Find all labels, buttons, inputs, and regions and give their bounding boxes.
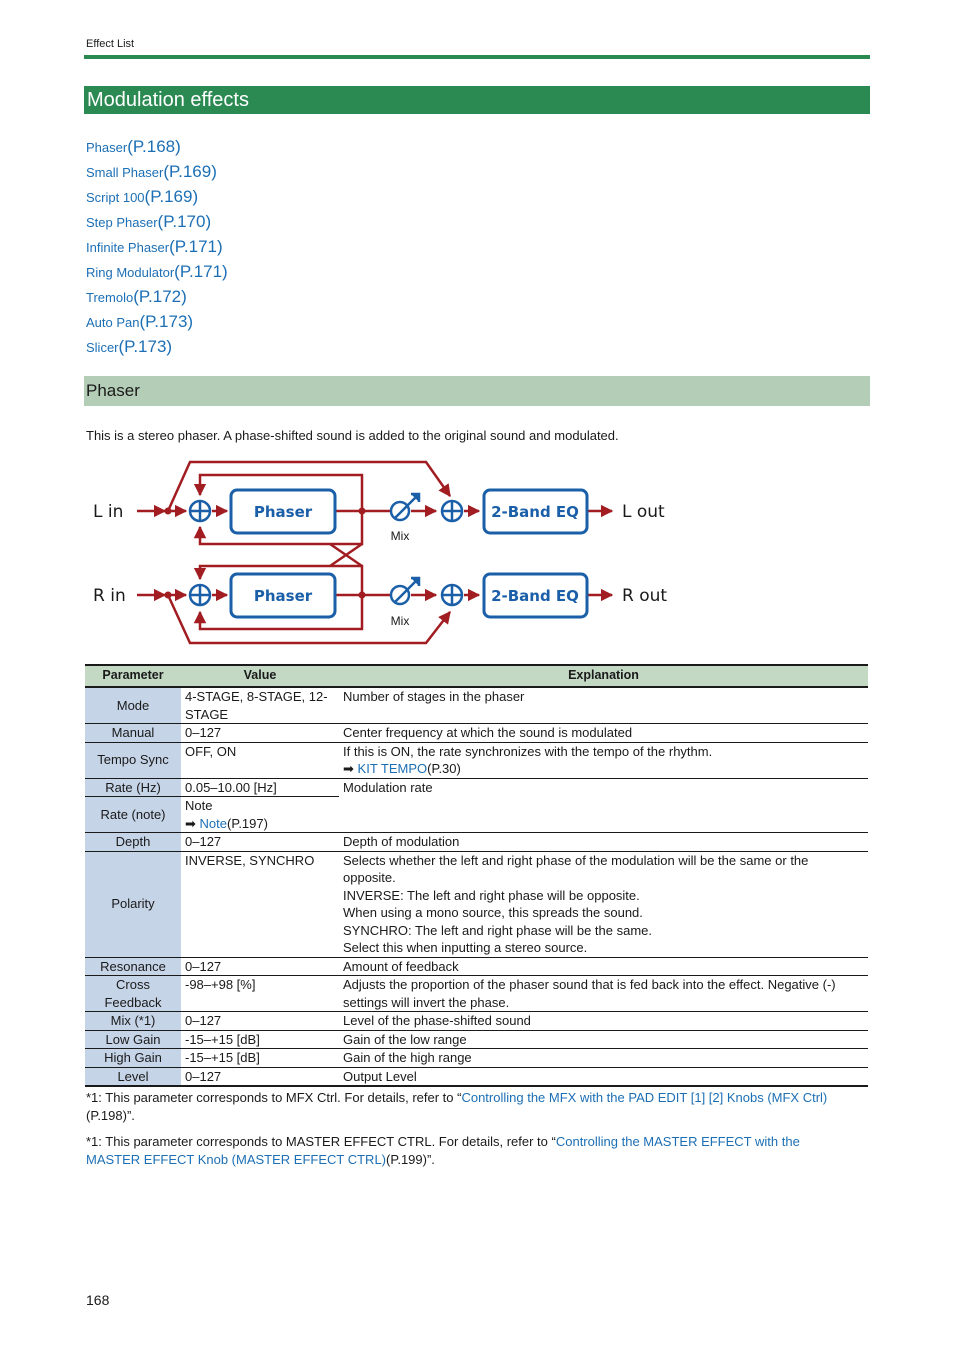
footnote-master-effect bbox=[86, 1133, 856, 1168]
note-link[interactable]: Note bbox=[199, 815, 227, 831]
link-label[interactable]: Tremolo bbox=[86, 290, 134, 305]
explanation-line: SYNCHRO: The left and right phase will be the same. bbox=[343, 922, 653, 938]
param-explanation: Center frequency at which the sound is modulated bbox=[339, 724, 868, 743]
link-label[interactable]: Slicer bbox=[86, 340, 119, 355]
param-name: Resonance bbox=[85, 957, 181, 976]
parameter-table bbox=[85, 664, 868, 1087]
link-page[interactable]: (P.173) bbox=[139, 312, 194, 331]
junction-dot bbox=[359, 508, 366, 515]
link-page: (P.30) bbox=[427, 761, 461, 776]
link-label[interactable]: Auto Pan bbox=[86, 315, 140, 330]
explanation-line: Select this when inputting a stereo source. bbox=[343, 940, 588, 955]
page-number: 168 bbox=[86, 1292, 110, 1308]
table-row bbox=[85, 1030, 868, 1049]
param-name: Manual bbox=[85, 724, 181, 743]
link-label[interactable]: Infinite Phaser bbox=[86, 240, 170, 255]
explanation-line: When using a mono source, this spreads the sound. bbox=[343, 905, 643, 920]
footnote-mfx bbox=[86, 1089, 856, 1124]
value-text: Note bbox=[185, 798, 213, 813]
table-row bbox=[85, 778, 868, 797]
param-name: Level bbox=[85, 1067, 181, 1086]
param-explanation bbox=[339, 851, 868, 957]
footnote-suffix: (P.199)”. bbox=[386, 1151, 435, 1167]
param-name: Depth bbox=[85, 833, 181, 852]
table-header-row bbox=[85, 665, 868, 687]
link-page[interactable]: (P.169) bbox=[144, 187, 199, 206]
link-label[interactable]: Ring Modulator bbox=[86, 265, 175, 280]
table-row bbox=[85, 1067, 868, 1086]
table-row bbox=[85, 957, 868, 976]
link-label[interactable]: Small Phaser bbox=[86, 165, 164, 180]
param-name: Mode bbox=[85, 687, 181, 724]
param-explanation: Amount of feedback bbox=[339, 957, 868, 976]
mix-knob-icon bbox=[391, 578, 419, 604]
table-row bbox=[85, 851, 868, 957]
link-label[interactable]: Script 100 bbox=[86, 190, 145, 205]
param-value: -98–+98 [%] bbox=[181, 976, 339, 1012]
table-row bbox=[85, 687, 868, 724]
effect-link-list bbox=[86, 134, 228, 359]
param-explanation: Level of the phase-shifted sound bbox=[339, 1012, 868, 1031]
param-value: 4-STAGE, 8-STAGE, 12-STAGE bbox=[181, 687, 339, 724]
link-item[interactable] bbox=[86, 209, 228, 234]
link-item[interactable] bbox=[86, 234, 228, 259]
link-item[interactable] bbox=[86, 159, 228, 184]
table-row bbox=[85, 833, 868, 852]
cross-reference bbox=[185, 815, 335, 833]
param-value: 0–127 bbox=[181, 724, 339, 743]
footnote-text: *1: This parameter corresponds to MASTER EFFECT CTRL. For details, refer to “ bbox=[86, 1134, 556, 1149]
param-value: INVERSE, SYNCHRO bbox=[181, 851, 339, 957]
header-value: Value bbox=[181, 665, 339, 687]
link-item[interactable] bbox=[86, 134, 228, 159]
master-effect-ctrl-link[interactable]: Controlling the MASTER EFFECT with the MASTER EFFECT Knob (MASTER EFFECT CTRL) bbox=[86, 1134, 800, 1167]
r-out-label: R out bbox=[622, 586, 668, 606]
section-title: Modulation effects bbox=[84, 86, 870, 114]
param-name: Rate (note) bbox=[85, 797, 181, 833]
param-explanation: Gain of the low range bbox=[339, 1030, 868, 1049]
phaser-block-label: Phaser bbox=[253, 503, 313, 521]
mix-label: Mix bbox=[390, 529, 410, 543]
signal-flow-diagram bbox=[86, 455, 686, 650]
param-value: OFF, ON bbox=[181, 742, 339, 778]
param-explanation: Adjusts the proportion of the phaser sound that is fed back into the effect. Negative (-) settings will invert the phase. bbox=[339, 976, 868, 1012]
link-label[interactable]: Phaser bbox=[86, 140, 128, 155]
param-name: Low Gain bbox=[85, 1030, 181, 1049]
link-page[interactable]: (P.170) bbox=[157, 212, 212, 231]
param-name: Polarity bbox=[85, 851, 181, 957]
param-explanation: Modulation rate bbox=[339, 778, 868, 833]
explanation-line: INVERSE: The left and right phase will be opposite. bbox=[343, 887, 640, 903]
eq-block-label: 2-Band EQ bbox=[491, 587, 579, 605]
link-label[interactable]: Step Phaser bbox=[86, 215, 158, 230]
sum-node bbox=[442, 585, 462, 605]
subsection-title: Phaser bbox=[84, 376, 870, 406]
table-row bbox=[85, 1049, 868, 1068]
junction-dot bbox=[165, 508, 172, 515]
sum-node bbox=[190, 501, 210, 521]
link-page[interactable]: (P.169) bbox=[163, 162, 217, 181]
table-row bbox=[85, 976, 868, 1012]
param-explanation: Output Level bbox=[339, 1067, 868, 1086]
link-item[interactable] bbox=[86, 334, 228, 359]
junction-dot bbox=[165, 592, 172, 599]
param-value: 0–127 bbox=[181, 1012, 339, 1031]
l-in-label: L in bbox=[93, 502, 124, 522]
link-item[interactable] bbox=[86, 284, 228, 309]
link-item[interactable] bbox=[86, 309, 228, 334]
header-parameter: Parameter bbox=[85, 665, 181, 687]
link-page: (P.197) bbox=[227, 815, 268, 831]
param-value: 0–127 bbox=[181, 957, 339, 976]
param-explanation: Number of stages in the phaser bbox=[339, 687, 868, 724]
header-rule bbox=[84, 55, 870, 59]
param-name: High Gain bbox=[85, 1049, 181, 1068]
arrow-icon: ➡ bbox=[343, 761, 354, 776]
eq-block-label: 2-Band EQ bbox=[491, 503, 579, 521]
table-row bbox=[85, 724, 868, 743]
header-explanation: Explanation bbox=[339, 665, 868, 687]
param-value: -15–+15 [dB] bbox=[181, 1049, 339, 1068]
sum-node bbox=[190, 585, 210, 605]
mfx-ctrl-link[interactable]: Controlling the MFX with the PAD EDIT [1] [2] Knobs (MFX Ctrl) bbox=[461, 1090, 828, 1105]
link-page[interactable]: (P.168) bbox=[127, 137, 181, 156]
param-name: Rate (Hz) bbox=[85, 778, 181, 797]
link-item[interactable] bbox=[86, 184, 228, 209]
arrow-icon: ➡ bbox=[185, 815, 196, 831]
mix-knob-icon bbox=[391, 494, 419, 520]
param-name: Mix (*1) bbox=[85, 1012, 181, 1031]
mix-label: Mix bbox=[390, 614, 410, 628]
r-in-label: R in bbox=[93, 586, 126, 606]
table-row bbox=[85, 742, 868, 778]
running-head: Effect List bbox=[86, 38, 135, 50]
param-value: 0–127 bbox=[181, 1067, 339, 1086]
sum-node bbox=[442, 501, 462, 521]
footnote-text: *1: This parameter corresponds to MFX Ctrl. For details, refer to “ bbox=[86, 1090, 462, 1105]
footnote-suffix: (P.198)”. bbox=[86, 1107, 135, 1123]
link-page[interactable]: (P.171) bbox=[174, 262, 228, 281]
l-out-label: L out bbox=[622, 502, 665, 522]
intro-text: This is a stereo phaser. A phase-shifted sound is added to the original sound and modulated. bbox=[86, 428, 619, 443]
phaser-block-label: Phaser bbox=[253, 587, 313, 605]
param-explanation bbox=[339, 742, 868, 778]
explanation-line: Selects whether the left and right phase of the modulation will be the same or the opposite. bbox=[343, 852, 809, 885]
cross-reference bbox=[343, 760, 864, 778]
link-item[interactable] bbox=[86, 259, 228, 284]
table-row bbox=[85, 1012, 868, 1031]
param-value: -15–+15 [dB] bbox=[181, 1030, 339, 1049]
param-name: Tempo Sync bbox=[85, 742, 181, 778]
param-value bbox=[181, 797, 339, 833]
param-name: Cross Feedback bbox=[85, 976, 181, 1012]
kit-tempo-link[interactable]: KIT TEMPO bbox=[357, 761, 428, 776]
explanation-text: If this is ON, the rate synchronizes with the tempo of the rhythm. bbox=[343, 743, 713, 759]
param-value: 0.05–10.00 [Hz] bbox=[181, 778, 339, 797]
junction-dot bbox=[359, 592, 366, 599]
param-explanation: Depth of modulation bbox=[339, 833, 868, 852]
param-explanation: Gain of the high range bbox=[339, 1049, 868, 1068]
param-value: 0–127 bbox=[181, 833, 339, 852]
link-page[interactable]: (P.173) bbox=[118, 337, 173, 356]
link-page[interactable]: (P.172) bbox=[133, 287, 187, 306]
link-page[interactable]: (P.171) bbox=[169, 237, 223, 256]
